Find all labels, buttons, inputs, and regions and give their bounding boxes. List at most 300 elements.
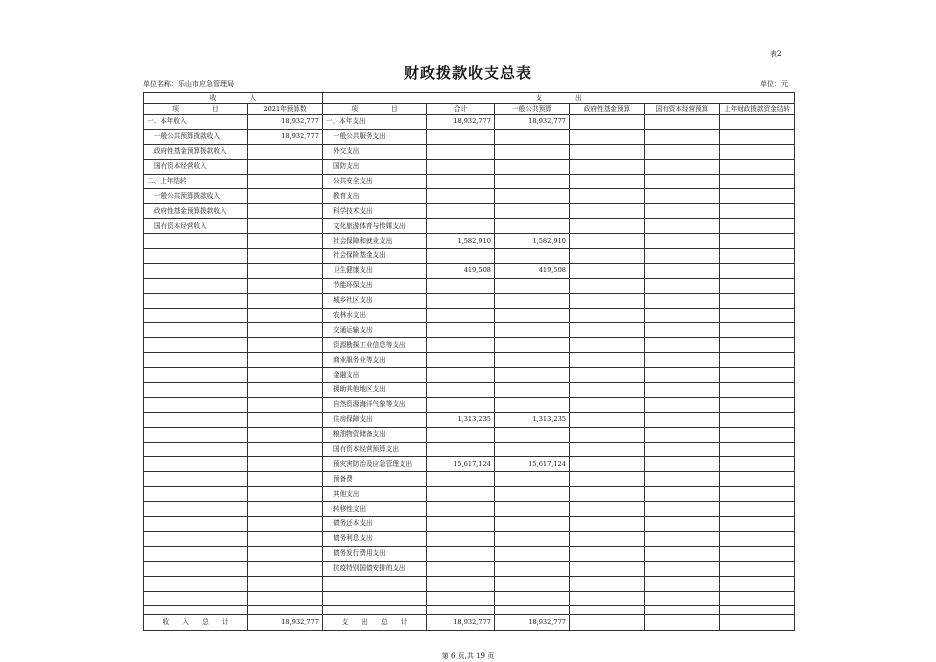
income-group-header: 收 入	[144, 93, 323, 104]
income-item-cell	[144, 531, 248, 546]
expense-item-cell: 一、本年支出	[323, 115, 427, 130]
income-item-cell	[144, 487, 248, 502]
income-item-cell: 政府性基金预算拨款收入	[144, 204, 248, 219]
empty-cell	[323, 606, 427, 615]
income-item-cell: 一般公共预算拨款收入	[144, 189, 248, 204]
income-item-cell	[144, 368, 248, 383]
expense-item-cell: 预灾害防治及应急管理支出	[323, 457, 427, 472]
table-row	[144, 427, 795, 442]
table-row	[144, 219, 795, 234]
expense-general-cell	[495, 278, 570, 293]
expense-item-cell: 国有资本经营预算支出	[323, 442, 427, 457]
empty-cell	[570, 234, 645, 249]
empty-cell	[720, 472, 795, 487]
income-budget-cell	[248, 397, 323, 412]
expense-total-cell	[427, 531, 495, 546]
col-header-total: 合计	[427, 104, 495, 115]
empty-cell	[645, 615, 720, 631]
expense-general-cell: 15,617,124	[495, 457, 570, 472]
empty-cell	[720, 174, 795, 189]
empty-cell	[645, 263, 720, 278]
expense-general-cell	[495, 502, 570, 517]
col-header-fund: 政府性基金预算	[570, 104, 645, 115]
empty-cell	[570, 472, 645, 487]
expense-total-cell	[427, 561, 495, 576]
expense-general-cell	[495, 159, 570, 174]
empty-cell	[720, 338, 795, 353]
empty-cell	[720, 591, 795, 606]
income-budget-cell	[248, 278, 323, 293]
expense-general-cell	[495, 397, 570, 412]
expense-total-cell	[427, 159, 495, 174]
empty-cell	[570, 115, 645, 130]
empty-cell	[570, 606, 645, 615]
expense-total-cell	[427, 353, 495, 368]
income-budget-cell	[248, 159, 323, 174]
empty-cell	[570, 487, 645, 502]
expense-general-cell	[495, 338, 570, 353]
empty-cell	[720, 615, 795, 631]
empty-cell	[720, 531, 795, 546]
income-item-cell	[144, 338, 248, 353]
income-item-cell	[144, 278, 248, 293]
income-budget-cell	[248, 442, 323, 457]
empty-cell	[720, 159, 795, 174]
expense-item-cell: 债务还本支出	[323, 517, 427, 532]
expense-total-cell	[427, 368, 495, 383]
col-header-item2: 项 目	[323, 104, 427, 115]
income-item-cell	[144, 383, 248, 398]
expense-general-cell	[495, 249, 570, 264]
income-item-cell: 国有资本经营收入	[144, 159, 248, 174]
empty-cell	[720, 442, 795, 457]
expense-general-cell	[495, 531, 570, 546]
empty-cell	[570, 531, 645, 546]
expense-item-cell: 预备费	[323, 472, 427, 487]
income-budget-cell	[248, 323, 323, 338]
income-budget-cell	[248, 353, 323, 368]
expense-item-cell	[323, 576, 427, 591]
empty-cell	[645, 174, 720, 189]
table-row	[144, 502, 795, 517]
table-row	[144, 144, 795, 159]
empty-cell	[570, 293, 645, 308]
empty-cell	[645, 234, 720, 249]
empty-cell	[645, 249, 720, 264]
expense-total-cell	[427, 383, 495, 398]
income-budget-cell	[248, 576, 323, 591]
empty-cell	[570, 412, 645, 427]
income-budget-cell: 18,932,777	[248, 115, 323, 130]
expense-item-cell: 商业服务业等支出	[323, 353, 427, 368]
table-row	[144, 531, 795, 546]
expense-item-cell: 外交支出	[323, 144, 427, 159]
expense-general-cell	[495, 546, 570, 561]
col-header-item: 项 目	[144, 104, 248, 115]
income-budget-cell	[248, 263, 323, 278]
income-budget-cell	[248, 472, 323, 487]
table-row	[144, 278, 795, 293]
expense-item-cell: 资源勘探工业信息等支出	[323, 338, 427, 353]
empty-cell	[570, 383, 645, 398]
income-item-cell: 一般公共预算拨款收入	[144, 129, 248, 144]
empty-cell	[645, 561, 720, 576]
empty-cell	[720, 129, 795, 144]
table-row	[144, 383, 795, 398]
income-item-cell: 政府性基金预算拨款收入	[144, 144, 248, 159]
expense-total-cell	[427, 472, 495, 487]
expense-general-cell	[495, 204, 570, 219]
unit-name: 单位名称：乐山市应急管理局	[143, 80, 234, 88]
col-header-capital: 国有资本经营预算	[645, 104, 720, 115]
empty-cell	[645, 323, 720, 338]
income-item-cell	[144, 546, 248, 561]
expense-item-cell: 自然资源海洋气象等支出	[323, 397, 427, 412]
income-budget-cell	[248, 591, 323, 606]
empty-cell	[645, 278, 720, 293]
expense-total-cell	[427, 308, 495, 323]
empty-cell	[645, 412, 720, 427]
col-header-carryover: 上年财政拨款资金结转	[720, 104, 795, 115]
empty-cell	[720, 144, 795, 159]
income-budget-cell	[248, 219, 323, 234]
income-budget-cell	[248, 174, 323, 189]
table-row	[144, 323, 795, 338]
expense-item-cell: 援助其他地区支出	[323, 383, 427, 398]
expense-general-cell	[495, 442, 570, 457]
empty-cell	[645, 189, 720, 204]
table-row	[144, 561, 795, 576]
empty-cell	[645, 219, 720, 234]
empty-cell	[720, 576, 795, 591]
empty-cell	[645, 576, 720, 591]
empty-cell	[720, 189, 795, 204]
empty-cell	[645, 427, 720, 442]
expense-total-cell	[427, 591, 495, 606]
table-row	[144, 576, 795, 591]
empty-cell	[720, 457, 795, 472]
empty-cell	[570, 353, 645, 368]
expense-item-cell: 节能环保支出	[323, 278, 427, 293]
expense-general-cell	[495, 323, 570, 338]
page-title: 财政拨款收支总表	[403, 64, 532, 82]
empty-cell	[645, 144, 720, 159]
empty-cell	[720, 353, 795, 368]
empty-cell	[645, 502, 720, 517]
empty-cell	[645, 293, 720, 308]
expense-total-cell	[427, 219, 495, 234]
empty-cell	[645, 591, 720, 606]
table-row	[144, 338, 795, 353]
empty-cell	[720, 249, 795, 264]
empty-cell	[570, 129, 645, 144]
income-item-cell	[144, 427, 248, 442]
income-budget-cell	[248, 502, 323, 517]
income-item-cell	[144, 412, 248, 427]
expense-general-cell	[495, 129, 570, 144]
income-budget-cell	[248, 457, 323, 472]
expense-item-cell: 卫生健康支出	[323, 263, 427, 278]
table-row	[144, 442, 795, 457]
expense-general-cell: 419,508	[495, 263, 570, 278]
table-row	[144, 368, 795, 383]
expense-general-total: 18,932,777	[495, 615, 570, 631]
expense-general-cell	[495, 576, 570, 591]
empty-cell	[248, 606, 323, 615]
empty-cell	[720, 546, 795, 561]
empty-cell	[570, 517, 645, 532]
empty-cell	[645, 308, 720, 323]
expense-total-cell	[427, 174, 495, 189]
expense-item-cell: 社会保障和就业支出	[323, 234, 427, 249]
expense-item-cell: 金融支出	[323, 368, 427, 383]
expense-general-cell	[495, 561, 570, 576]
empty-cell	[570, 576, 645, 591]
table-row	[144, 293, 795, 308]
expense-general-cell	[495, 517, 570, 532]
expense-group-header: 支 出	[323, 93, 795, 104]
expense-item-cell: 公共安全支出	[323, 174, 427, 189]
empty-cell	[495, 606, 570, 615]
empty-cell	[720, 487, 795, 502]
empty-cell	[720, 412, 795, 427]
empty-cell	[570, 204, 645, 219]
empty-cell	[645, 546, 720, 561]
page-footer: 第 6 页,共 19 页	[441, 652, 495, 660]
expense-total-cell: 18,932,777	[427, 115, 495, 130]
income-budget-cell	[248, 234, 323, 249]
income-total-value: 18,932,777	[248, 615, 323, 631]
expense-item-cell	[323, 591, 427, 606]
empty-cell	[645, 115, 720, 130]
empty-cell	[645, 606, 720, 615]
col-header-general: 一般公共预算	[495, 104, 570, 115]
col-header-budget: 2021年预算数	[248, 104, 323, 115]
expense-item-cell: 一般公共服务支出	[323, 129, 427, 144]
expense-total-label: 支 出 总 计	[323, 615, 427, 631]
table-row	[144, 249, 795, 264]
income-budget-cell	[248, 189, 323, 204]
table-row	[144, 204, 795, 219]
expense-total-cell	[427, 204, 495, 219]
empty-cell	[570, 442, 645, 457]
table-row	[144, 129, 795, 144]
expense-item-cell: 文化旅游体育与传媒支出	[323, 219, 427, 234]
empty-cell	[645, 397, 720, 412]
total-row	[144, 615, 795, 631]
expense-total-cell	[427, 249, 495, 264]
expense-total-cell	[427, 487, 495, 502]
expense-general-cell: 18,932,777	[495, 115, 570, 130]
table-row	[144, 115, 795, 130]
expense-item-cell: 国防支出	[323, 159, 427, 174]
empty-cell	[720, 308, 795, 323]
income-item-cell	[144, 591, 248, 606]
empty-cell	[645, 204, 720, 219]
empty-cell	[645, 472, 720, 487]
table-number: 表2	[770, 50, 782, 58]
expense-total-cell	[427, 144, 495, 159]
empty-cell	[570, 174, 645, 189]
income-budget-cell	[248, 546, 323, 561]
income-item-cell	[144, 457, 248, 472]
table-row	[144, 308, 795, 323]
income-item-cell	[144, 249, 248, 264]
empty-cell	[645, 353, 720, 368]
table-row	[144, 263, 795, 278]
expense-item-cell: 社会保险基金支出	[323, 249, 427, 264]
income-budget-cell	[248, 531, 323, 546]
expense-total-cell	[427, 502, 495, 517]
expense-total-cell	[427, 442, 495, 457]
empty-cell	[570, 427, 645, 442]
expense-item-cell: 科学技术支出	[323, 204, 427, 219]
empty-cell	[570, 159, 645, 174]
income-item-cell	[144, 293, 248, 308]
expense-total-cell: 1,582,910	[427, 234, 495, 249]
empty-cell	[570, 591, 645, 606]
income-budget-cell	[248, 204, 323, 219]
empty-cell	[720, 606, 795, 615]
income-item-cell	[144, 353, 248, 368]
expense-general-cell	[495, 293, 570, 308]
empty-cell	[570, 397, 645, 412]
table-row	[144, 412, 795, 427]
income-budget-cell	[248, 338, 323, 353]
expense-total-cell	[427, 427, 495, 442]
table-row	[144, 472, 795, 487]
table-row	[144, 457, 795, 472]
empty-cell	[645, 368, 720, 383]
empty-cell	[144, 606, 248, 615]
empty-cell	[570, 249, 645, 264]
expense-item-cell: 住房保障支出	[323, 412, 427, 427]
table-row	[144, 591, 795, 606]
empty-cell	[645, 517, 720, 532]
expense-item-cell: 农林水支出	[323, 308, 427, 323]
expense-total-cell	[427, 129, 495, 144]
empty-cell	[570, 219, 645, 234]
expense-total-cell	[427, 323, 495, 338]
table-row	[144, 517, 795, 532]
empty-cell	[570, 368, 645, 383]
empty-cell	[570, 502, 645, 517]
empty-cell	[720, 502, 795, 517]
expense-item-cell: 转移性支出	[323, 502, 427, 517]
expense-item-cell: 其他支出	[323, 487, 427, 502]
empty-cell	[720, 278, 795, 293]
income-budget-cell	[248, 308, 323, 323]
empty-cell	[570, 561, 645, 576]
income-item-cell	[144, 308, 248, 323]
empty-cell	[720, 263, 795, 278]
expense-total-cell	[427, 189, 495, 204]
income-budget-cell: 18,932,777	[248, 129, 323, 144]
expense-general-cell	[495, 174, 570, 189]
expense-general-cell	[495, 427, 570, 442]
budget-summary-table	[143, 92, 795, 631]
income-budget-cell	[248, 383, 323, 398]
empty-cell	[720, 383, 795, 398]
expense-general-cell	[495, 189, 570, 204]
expense-general-cell	[495, 368, 570, 383]
table-row	[144, 487, 795, 502]
empty-cell	[720, 115, 795, 130]
table-row	[144, 546, 795, 561]
income-budget-cell	[248, 293, 323, 308]
expense-item-cell: 交通运输支出	[323, 323, 427, 338]
table-row	[144, 174, 795, 189]
expense-general-cell	[495, 219, 570, 234]
income-budget-cell	[248, 427, 323, 442]
empty-cell	[570, 457, 645, 472]
expense-general-cell	[495, 591, 570, 606]
expense-item-cell: 教育支出	[323, 189, 427, 204]
empty-cell	[570, 323, 645, 338]
empty-cell	[720, 397, 795, 412]
table-row	[144, 189, 795, 204]
empty-cell	[720, 219, 795, 234]
income-budget-cell	[248, 487, 323, 502]
income-budget-cell	[248, 144, 323, 159]
table-row	[144, 397, 795, 412]
empty-cell	[645, 338, 720, 353]
expense-total-cell	[427, 546, 495, 561]
income-budget-cell	[248, 412, 323, 427]
empty-cell	[720, 561, 795, 576]
income-total-label: 收 入 总 计	[144, 615, 248, 631]
empty-cell	[720, 204, 795, 219]
expense-total-cell	[427, 338, 495, 353]
expense-general-cell: 1,313,235	[495, 412, 570, 427]
income-budget-cell	[248, 249, 323, 264]
empty-cell	[645, 531, 720, 546]
income-budget-cell	[248, 561, 323, 576]
income-item-cell: 一、本年收入	[144, 115, 248, 130]
expense-general-cell	[495, 472, 570, 487]
empty-cell	[720, 323, 795, 338]
empty-cell	[720, 293, 795, 308]
expense-total-cell	[427, 576, 495, 591]
income-item-cell	[144, 234, 248, 249]
empty-cell	[645, 129, 720, 144]
expense-general-cell	[495, 144, 570, 159]
income-item-cell	[144, 442, 248, 457]
income-item-cell	[144, 517, 248, 532]
expense-general-cell	[495, 308, 570, 323]
empty-cell	[570, 189, 645, 204]
expense-total-value: 18,932,777	[427, 615, 495, 631]
expense-item-cell: 抗疫特别国债安排的支出	[323, 561, 427, 576]
expense-general-cell: 1,582,910	[495, 234, 570, 249]
expense-item-cell: 城乡社区支出	[323, 293, 427, 308]
expense-total-cell: 1,313,235	[427, 412, 495, 427]
empty-cell	[427, 606, 495, 615]
empty-cell	[645, 487, 720, 502]
empty-cell	[645, 442, 720, 457]
income-item-cell	[144, 472, 248, 487]
empty-cell	[720, 427, 795, 442]
empty-cell	[645, 457, 720, 472]
currency-unit: 单位：元	[760, 80, 788, 88]
income-item-cell: 国有资本经营收入	[144, 219, 248, 234]
expense-item-cell: 债务发行费用支出	[323, 546, 427, 561]
income-item-cell	[144, 263, 248, 278]
income-budget-cell	[248, 517, 323, 532]
income-item-cell: 二、上年结转	[144, 174, 248, 189]
empty-cell	[720, 368, 795, 383]
empty-cell	[570, 546, 645, 561]
